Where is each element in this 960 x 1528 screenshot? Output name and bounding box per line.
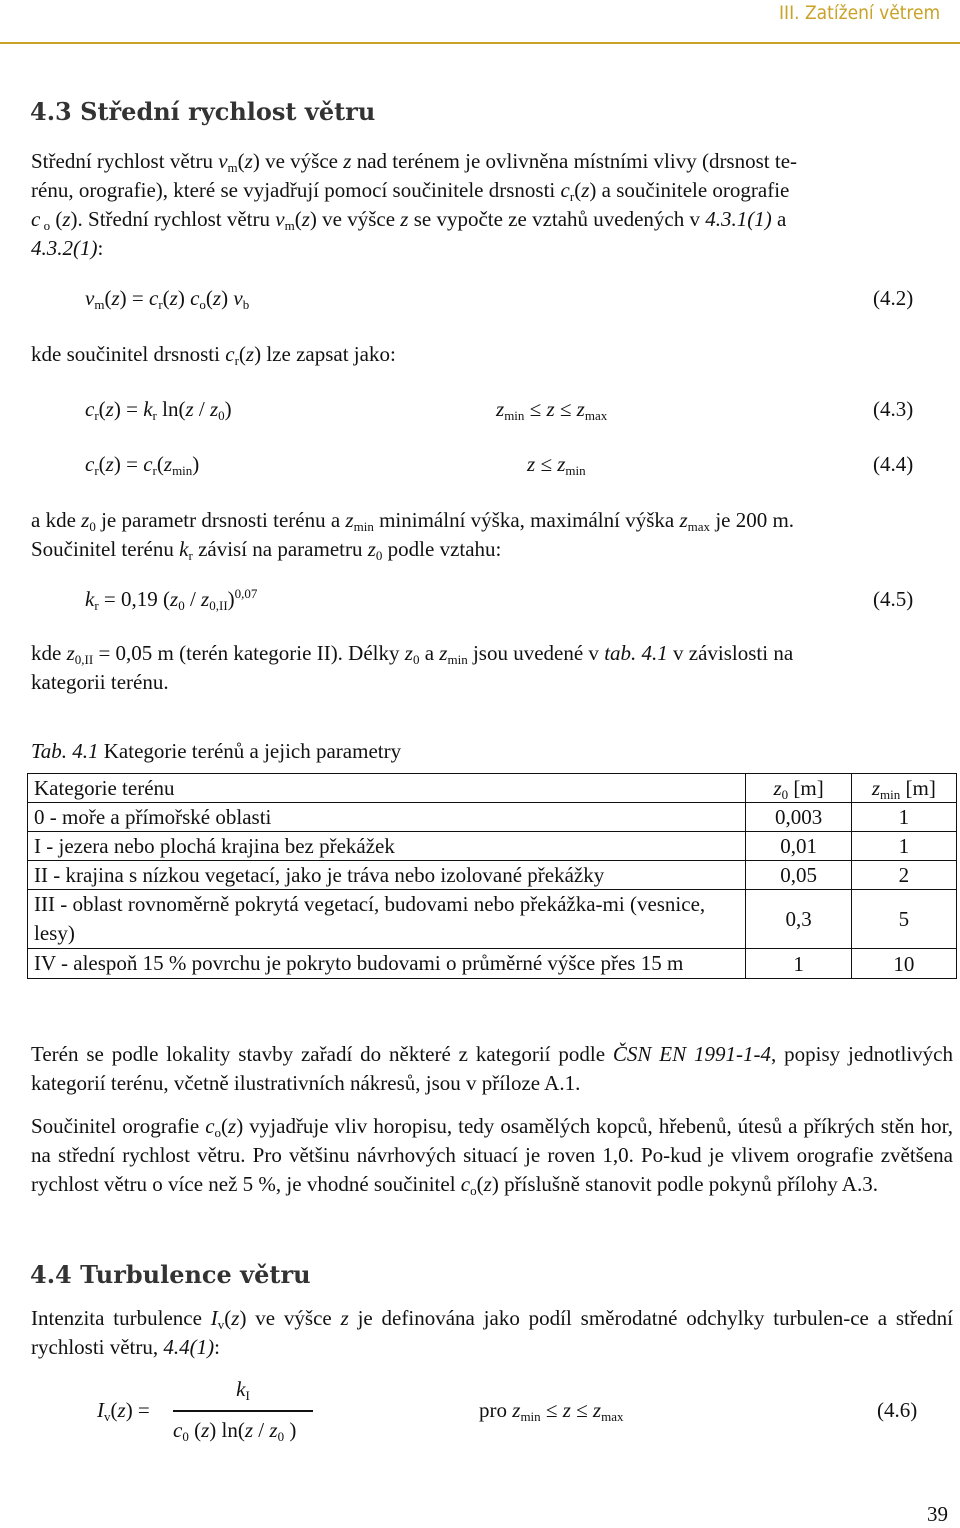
equation-number-4-5: (4.5)	[873, 587, 914, 611]
header-category: Kategorie terénu	[28, 774, 746, 803]
paragraph-terrain-category: kde $z_{0,II} = 0,05$ m (terén kategorie II). Délky $z_0$ a $z_{min}$ jsou uvedené v tab. 4.1 v závislosti na kategorii terénu.	[31, 641, 794, 694]
section-4-4-title: 4.4 Turbulence větru	[30, 1260, 311, 1289]
equation-4-6-condition: pro $z_{min} \le z \le z_{max}$	[479, 1398, 624, 1424]
section-4-3-title: 4.3 Střední rychlost větru	[30, 97, 376, 126]
cell-z0: 0,01	[746, 832, 851, 861]
equation-4-6-lhs: $I_v(z)$ =	[97, 1398, 150, 1424]
paragraph-turbulence: Intenzita turbulence $I_v(z)$ ve výšce z je definována jako podíl směrodatné odchylky turbulen-ce a střední rychlosti větru, 4.4(1):	[31, 1306, 953, 1359]
paragraph-roughness: kde součinitel drsnosti $c_r(z)$ lze zapsat jako:	[31, 342, 396, 368]
cell-zmin: 1	[851, 803, 956, 832]
table-row	[28, 803, 957, 832]
table-row	[28, 861, 957, 890]
cell-z0: 0,003	[746, 803, 851, 832]
cell-z0: 1	[746, 949, 851, 979]
cell-category: 0 - moře a přímořské oblasti	[28, 803, 746, 832]
table-caption: Tab. 4.1 Kategorie terénů a jejich parametry	[31, 739, 402, 763]
equation-number-4-6: (4.6)	[877, 1398, 918, 1422]
cell-zmin: 2	[851, 861, 956, 890]
equation-4-6-numerator: $k_I$	[236, 1377, 250, 1403]
equation-number-4-2: (4.2)	[873, 286, 914, 310]
running-header: III. Zatížení větrem	[779, 2, 941, 24]
paragraph-mean-wind: Střední rychlost větru $v_m(z)$ ve výšce z nad terénem je ovlivněna místními vlivy (drsnost te- rénu, orografie), které se vyjadřují pomocí součinitele drsnosti $c_r(z)$ a součinitele orografie c $_o$ (z). Střední rychlost větru $v_m(z)$ ve výšce z se vypočte ze vztahů uvedených v 4.3.1(1) a 4.3.2(1):	[31, 149, 798, 260]
cell-category: I - jezera nebo plochá krajina bez překážek	[28, 832, 746, 861]
header-zmin: $z_{min}$ [m]	[851, 774, 956, 803]
table-row	[28, 949, 957, 979]
table-row	[28, 832, 957, 861]
header-z0: $z_0$ [m]	[746, 774, 851, 803]
equation-4-5: $k_r = 0,19$ $(z_0 / z_{0,II})^{0,07}$	[85, 586, 258, 613]
cell-z0: 0,05	[746, 861, 851, 890]
cell-zmin: 5	[851, 890, 956, 949]
paragraph-orography: Součinitel orografie $c_o(z)$ vyjadřuje vliv horopisu, tedy osamělých kopců, hřebenů, útesů a příkrých stěn hor, na střední rychlost větru. Pro většinu návrhových situací je roven 1,0. Po-kud je vlivem orografie zvětšena rychlost větru o více než 5 %, je vhodné součinitel $c_o(z)$ příslušně stanovit podle pokynů přílohy A.3.	[31, 1114, 953, 1198]
cell-zmin: 1	[851, 832, 956, 861]
equation-4-2: $v_m(z) = c_r(z)$ $c_o(z)$ $v_b$	[85, 286, 250, 312]
cell-category: IV - alespoň 15 % povrchu je pokryto budovami o průměrné výšce přes 15 m	[28, 949, 746, 979]
equation-4-4-condition: $z \le z_{min}$	[527, 452, 586, 478]
page-number: 39	[927, 1502, 948, 1526]
fraction-bar	[173, 1410, 313, 1412]
equation-4-4: $c_r(z) = c_r(z_{min})$	[85, 452, 200, 478]
paragraph-roughness-params: a kde $z_0$ je parametr drsnosti terénu a $z_{min}$ minimální výška, maximální výška $z_{max}$ je 200 m. Součinitel terénu $k_r$ závisí na parametru $z_0$ podle vztahu:	[31, 508, 795, 563]
equation-4-3: $c_r(z) = k_r$ $\ln(z / z_0)$	[85, 397, 232, 423]
equation-4-3-condition: $z_{min} \le z \le z_{max}$	[496, 397, 608, 423]
equation-number-4-3: (4.3)	[873, 397, 914, 421]
paragraph-terrain-classification: Terén se podle lokality stavby zařadí do některé z kategorií podle ČSN EN 1991-1-4, popisy jednotlivých kategorií terénu, včetně ilustrativních nákresů, jsou v příloze A.1.	[31, 1042, 953, 1095]
cell-category: II - krajina s nízkou vegetací, jako je tráva nebo izolované překážky	[28, 861, 746, 890]
table-row	[28, 890, 957, 949]
table-header-row	[28, 774, 957, 803]
terrain-category-table	[27, 773, 957, 979]
cell-zmin: 10	[851, 949, 956, 979]
cell-category: III - oblast rovnoměrně pokrytá vegetací, budovami nebo překážka-mi (vesnice, lesy)	[28, 890, 746, 949]
cell-z0: 0,3	[746, 890, 851, 949]
header-rule	[0, 42, 960, 44]
equation-4-6-denominator: $c_0$ (z) $\ln(z / z_0$ )	[173, 1418, 297, 1444]
equation-number-4-4: (4.4)	[873, 452, 914, 476]
